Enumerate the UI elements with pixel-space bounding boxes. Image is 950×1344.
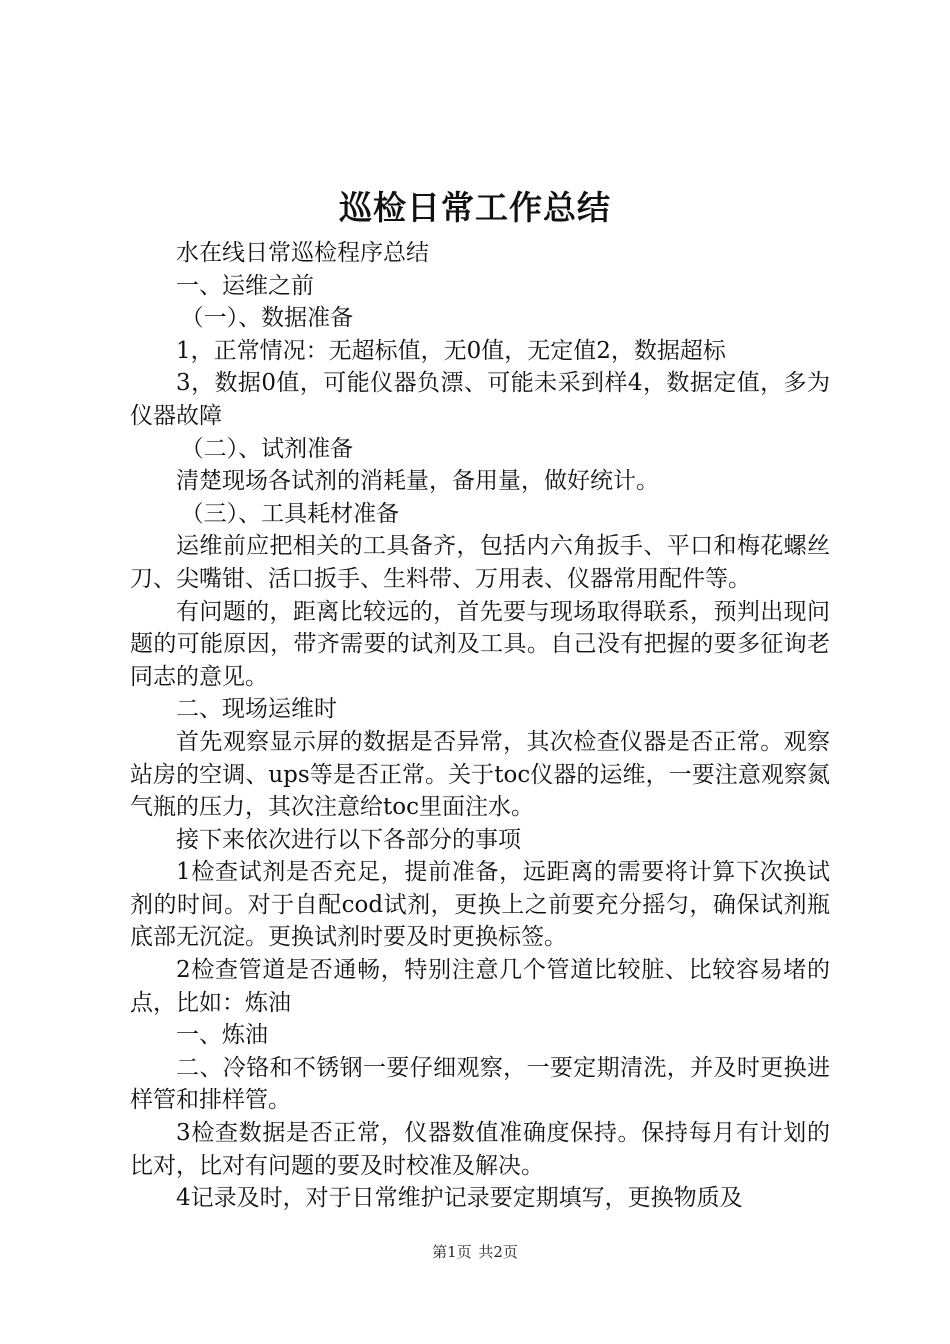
paragraph: 3，数据0值，可能仪器负漂、可能未采到样4，数据定值，多为仪器故障 — [130, 370, 830, 429]
paragraph: 运维前应把相关的工具备齐，包括内六角扳手、平口和梅花螺丝刀、尖嘴钳、活口扳手、生料带、万用表、仪器常用配件等。 — [130, 533, 830, 592]
page-number: 第1页 — [432, 1243, 472, 1261]
paragraph: 首先观察显示屏的数据是否异常，其次检查仪器是否正常。观察站房的空调、ups等是否正常。关于toc仪器的运维，一要注意观察氮气瓶的压力，其次注意给toc里面注水。 — [130, 728, 830, 821]
section-heading: 二、现场运维时 — [176, 696, 337, 723]
paragraph: 1，正常情况：无超标值，无0值，无定值2，数据超标 — [176, 337, 726, 364]
list-item: 二、冷铬和不锈钢一要仔细观察，一要定期清洗，并及时更换进样管和排样管。 — [130, 1054, 830, 1114]
paragraph: 2检查管道是否通畅，特别注意几个管道比较脏、比较容易堵的点，比如：炼油 — [130, 957, 830, 1016]
list-item: 一、炼油 — [176, 1022, 268, 1049]
page-total: 共2页 — [478, 1243, 518, 1261]
subsection-heading: （一）、数据准备 — [180, 305, 354, 332]
paragraph: 水在线日常巡检程序总结 — [176, 240, 429, 266]
paragraph: 4记录及时，对于日常维护记录要定期填写，更换物质及 — [176, 1185, 743, 1212]
document-title: 巡检日常工作总结 — [339, 188, 611, 227]
section-heading: 一、运维之前 — [176, 272, 314, 299]
subsection-heading: （二）、试剂准备 — [180, 435, 354, 462]
subsection-heading: （三）、工具耗材准备 — [180, 500, 400, 527]
paragraph: 3检查数据是否正常，仪器数值准确度保持。保持每月有计划的比对，比对有问题的要及时校准及解决。 — [130, 1120, 830, 1179]
paragraph: 1检查试剂是否充足，提前准备，远距离的需要将计算下次换试剂的时间。对于自配cod试剂，更换上之前要充分摇匀，确保试剂瓶底部无沉淀。更换试剂时要及时更换标签。 — [130, 859, 830, 951]
page-footer — [0, 1240, 950, 1264]
paragraph: 有问题的，距离比较远的，首先要与现场取得联系，预判出现问题的可能原因，带齐需要的试剂及工具。自己没有把握的要多征询老同志的意见。 — [130, 598, 830, 690]
paragraph: 清楚现场各试剂的消耗量，备用量，做好统计。 — [176, 468, 659, 495]
paragraph: 接下来依次进行以下各部分的事项 — [176, 826, 521, 853]
document-body — [130, 237, 830, 1215]
